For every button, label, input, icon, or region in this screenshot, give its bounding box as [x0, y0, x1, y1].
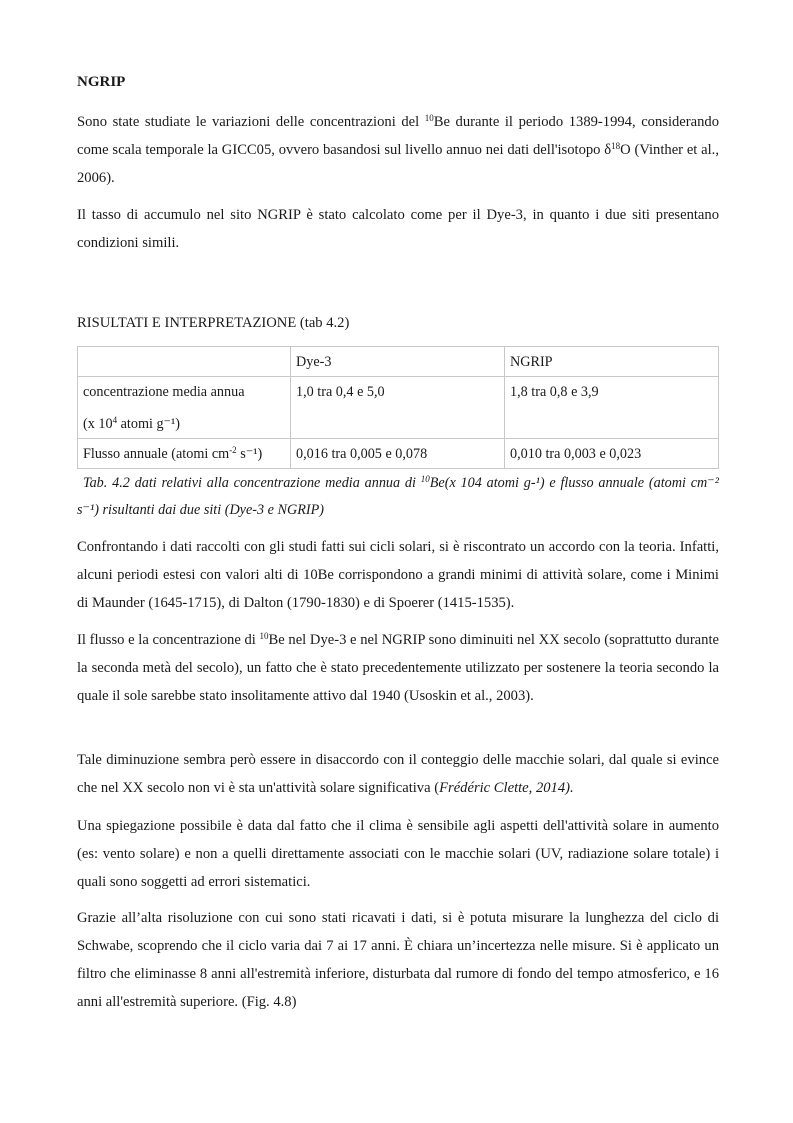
paragraph-6: Una spiegazione possibile è data dal fatto che il clima è sensibile agli aspetti dell'attività solare in aumento (es: vento solare) e non a quelli direttamente associati con le macchie solari (UV, radiazione solare totale) i quali sono soggetti ad errori sistematici.: [77, 818, 719, 890]
table-row-label-flux: Flusso annuale (atomi $cm^{-2}$ s⁻¹): [78, 439, 291, 469]
paragraph-explanation: [77, 812, 719, 896]
table-cell-dye3-concentration: 1,0 tra 0,4 e 5,0: [291, 377, 505, 439]
paragraph-schwabe: [77, 904, 719, 1016]
table-row-label-concentration: concentrazione media annua (x $10^4$ atomi g⁻¹): [78, 377, 291, 439]
results-section-title: RISULTATI E INTERPRETAZIONE (tab 4.2): [77, 315, 350, 331]
table-header-row: [78, 347, 719, 377]
table-cell-ngrip-flux: 0,010 tra 0,003 e 0,023: [505, 439, 719, 469]
paragraph-1: Sono state studiate le variazioni delle concentrazioni del $^{10}$Be durante il periodo 1389-1994, considerando come scala temporale la GICC05, ovvero basandosi sul livello annuo nei dati dell'isotopo $\delta^{18}O$ (Vinther et al., 2006).: [77, 113, 719, 186]
results-table: [77, 346, 719, 469]
table-cell-ngrip-concentration: 1,8 tra 0,8 e 3,9: [505, 377, 719, 439]
paragraph-3: Confrontando i dati raccolti con gli studi fatti sui cicli solari, si è riscontrato un accordo con la teoria. Infatti, alcuni periodi estesi con valori alti di 10Be corrispondono a grandi minimi di attività solare, come i Minimi di Maunder (1645-1715), di Dalton (1790-1830) e di Spoerer (1415-1535).: [77, 539, 719, 611]
paragraph-7: Grazie all’alta risoluzione con cui sono stati ricavati i dati, si è potuta misurare la lunghezza del ciclo di Schwabe, scoprendo che il ciclo varia dai 7 ai 17 anni. È chiara un’incertezza nelle misure. Si è applicato un filtro che eliminasse 8 anni all'estremità inferiore, disturbata dal rumore di fondo del tempo atmosferico, e 16 anni all'estremità superiore. (Fig. 4.8): [77, 910, 719, 1010]
table-header-empty: [78, 347, 291, 377]
paragraph-solar-cycles: [77, 533, 719, 617]
citation-clette: Frédéric Clette, 2014).: [439, 780, 574, 796]
paragraph-sunspots: [77, 746, 719, 802]
table-row: [78, 439, 719, 469]
table-header-ngrip: NGRIP: [505, 347, 719, 377]
table-caption: Tab. 4.2 dati relativi alla concentrazione media annua di $^{10}$Be(x 104 atomi g-¹) e flusso annuale (atomi cm⁻² s⁻¹) risultanti dai due siti (Dye-3 e NGRIP): [77, 474, 720, 518]
paragraph-intro: [77, 108, 719, 192]
section-heading: NGRIP: [77, 74, 126, 90]
table-header-dye3: Dye-3: [291, 347, 505, 377]
table-cell-dye3-flux: 0,016 tra 0,005 e 0,078: [291, 439, 505, 469]
table-row: [78, 377, 719, 439]
paragraph-5: Tale diminuzione sembra però essere in disaccordo con il conteggio delle macchie solari, dal quale si evince che nel XX secolo non vi è sta un'attività solare significativa (Frédéric Clette, 2014).: [77, 752, 719, 796]
paragraph-2: Il tasso di accumulo nel sito NGRIP è stato calcolato come per il Dye-3, in quanto i due siti presentano condizioni simili.: [77, 207, 719, 251]
paragraph-flux-decrease: [77, 626, 719, 710]
paragraph-4: Il flusso e la concentrazione di $^{10}$Be nel Dye-3 e nel NGRIP sono diminuiti nel XX secolo (soprattutto durante la seconda metà del secolo), un fatto che è stato precedentemente utilizzato per sostenere la teoria secondo la quale il sole sarebbe stato insolitamente attivo dal 1940 (Usoskin et al., 2003).: [77, 631, 719, 704]
paragraph-accumulation: [77, 201, 719, 257]
